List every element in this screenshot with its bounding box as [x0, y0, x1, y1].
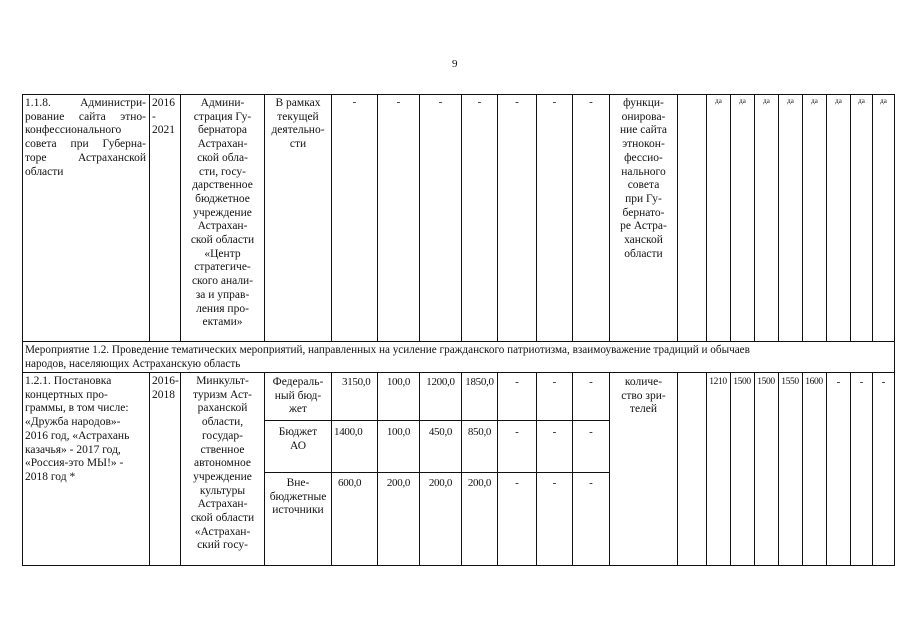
column-line [778, 372, 779, 565]
text-line: ханской [624, 234, 663, 247]
row-separator [22, 341, 894, 342]
column-line [754, 94, 755, 341]
text-line: Мероприятие 1.2. Проведение тематических мероприятий, направленных на усиление гражданского патриотизма, взаимоуважение традиций и обычаев [25, 344, 750, 356]
target-value: 1500 [757, 377, 775, 387]
amount-year: 200,0 [386, 477, 411, 489]
amount-year: 200,0 [467, 477, 492, 489]
amount-year: 850,0 [467, 426, 492, 438]
event-heading [25, 344, 891, 371]
text-line: области [25, 165, 64, 178]
years-cell [152, 375, 180, 402]
activity-name-cell [25, 375, 149, 485]
text-line: раханской [197, 402, 248, 415]
text-line: конфессионального [25, 124, 122, 137]
text-line: Админи- [200, 97, 245, 109]
text-line: народов, населяющих Астраханскую область [25, 357, 241, 370]
target-value: - [859, 376, 864, 388]
text-line: совета при Губерна- [25, 138, 146, 151]
text-line: жет [289, 403, 307, 416]
text-line: дарственное [192, 179, 253, 192]
text-line: культуры [199, 484, 246, 497]
text-line: ский госу- [197, 539, 248, 552]
text-line: туризм Аст- [192, 388, 253, 401]
funding-source-label [265, 376, 331, 417]
target-value: да [739, 97, 746, 105]
amount-year: - [515, 376, 519, 388]
text-line: нального [621, 165, 666, 178]
amount-total: - [352, 96, 357, 108]
text-line: деятельно- [271, 124, 325, 137]
column-line [331, 372, 332, 565]
row-separator [22, 372, 894, 373]
column-line [149, 372, 150, 565]
text-line: 2021 [152, 124, 175, 137]
indicator-cell [610, 97, 677, 261]
text-line: «Астрахан- [194, 525, 251, 538]
column-line [850, 372, 851, 565]
text-line: концертных про- [25, 388, 108, 401]
target-value: 1600 [805, 377, 823, 387]
table-left-border [22, 94, 23, 566]
text-line: области [624, 247, 663, 260]
column-line [149, 94, 150, 341]
column-line [754, 372, 755, 565]
amount-year: - [552, 426, 557, 438]
text-line: ской области [190, 234, 255, 247]
table-right-border [894, 94, 895, 566]
target-value: 1210 [709, 377, 727, 387]
target-value: да [787, 97, 794, 105]
column-line [497, 94, 498, 341]
column-line [706, 372, 707, 565]
column-line [730, 372, 731, 565]
target-value: да [763, 97, 770, 105]
funding-source-label [265, 426, 331, 453]
text-line: стратегиче- [194, 261, 251, 274]
source-separator [264, 472, 609, 473]
column-line [826, 372, 827, 565]
amount-total: 1400,0 [334, 426, 363, 438]
amount-year: - [515, 96, 519, 108]
amount-year: - [515, 477, 519, 489]
text-line: ской области [190, 512, 255, 525]
text-line: фессио- [624, 151, 663, 164]
target-value: 1500 [733, 377, 751, 387]
text-line: Минкульт- [196, 375, 249, 387]
funding-source-label [265, 477, 331, 518]
amount-year: 100,0 [386, 426, 411, 438]
text-line: 1.1.8. Администри- [25, 97, 146, 109]
text-line: онирова- [621, 110, 666, 123]
text-line: учреждение [193, 206, 252, 219]
amount-year: - [438, 96, 443, 108]
amount-year: 200,0 [428, 477, 453, 489]
text-line: телей [629, 403, 658, 416]
column-line [826, 94, 827, 341]
column-line [850, 94, 851, 341]
text-line: при Гу- [625, 192, 662, 205]
text-line: В рамках [275, 97, 321, 109]
text-line: сти, госу- [198, 165, 247, 178]
amount-year: - [515, 426, 519, 438]
text-line: Астрахан- [197, 138, 248, 151]
column-line [872, 372, 873, 565]
column-line [706, 94, 707, 341]
text-line: казачья» - 2017 год, [25, 443, 121, 456]
text-line: ственное [200, 443, 245, 456]
table-top-border [22, 94, 894, 95]
amount-year: 100,0 [386, 376, 411, 388]
text-line: страция Гу- [193, 110, 252, 123]
text-line: бернато- [622, 206, 665, 219]
column-line [536, 372, 537, 565]
years-cell [152, 97, 180, 138]
text-line: Вне- [286, 477, 310, 489]
text-line: 2016 год, «Астрахань [25, 429, 130, 442]
amount-year: 450,0 [428, 426, 453, 438]
text-line: бюджетные [269, 490, 327, 503]
executor-cell [181, 375, 264, 553]
text-line: 2018 год * [25, 470, 76, 483]
column-line [872, 94, 873, 341]
amount-year: - [552, 96, 557, 108]
column-line [677, 372, 678, 565]
text-line: текущей [277, 110, 319, 123]
text-line: ления про- [196, 302, 249, 315]
source-separator [264, 420, 609, 421]
target-value: да [858, 97, 865, 105]
column-line [572, 372, 573, 565]
amount-year: - [396, 96, 401, 108]
text-line: совета [627, 179, 660, 192]
text-line: ный бюд- [274, 389, 322, 402]
column-line [331, 94, 332, 341]
amount-year: - [589, 96, 593, 108]
text-line: Бюджет [278, 426, 318, 438]
amount-year: - [552, 376, 557, 388]
column-line [497, 372, 498, 565]
table-bottom-border [22, 565, 894, 566]
text-line: ектами» [202, 316, 243, 329]
target-value: - [881, 376, 886, 388]
target-value: да [880, 97, 887, 105]
executor-cell [181, 97, 264, 330]
column-line [802, 372, 803, 565]
text-line: 2018 [152, 388, 175, 401]
amount-year: - [589, 426, 593, 438]
target-value: да [715, 97, 722, 105]
text-line: Астрахан- [197, 220, 248, 233]
target-value: да [835, 97, 842, 105]
text-line: «Россия-это МЫ!» - [25, 457, 124, 470]
column-line [377, 372, 378, 565]
text-line: этнокон- [622, 138, 665, 151]
text-line: за и управ- [195, 288, 250, 301]
page-number: 9 [452, 58, 458, 70]
target-value: - [836, 376, 841, 388]
text-line: Астрахан- [197, 498, 248, 511]
text-line: количе- [624, 376, 663, 388]
column-line [730, 94, 731, 341]
text-line: сти [289, 138, 307, 151]
amount-total: 600,0 [338, 477, 362, 489]
amount-total: 3150,0 [342, 376, 371, 388]
amount-year: - [589, 376, 593, 388]
text-line: «Центр [204, 247, 241, 260]
text-line: ство зри- [621, 389, 666, 402]
text-line: источники [272, 504, 324, 517]
text-line: учреждение [193, 470, 252, 483]
amount-year: - [477, 96, 482, 108]
text-line: бернатора [198, 124, 247, 137]
text-line: - [152, 110, 156, 123]
column-line [677, 94, 678, 341]
text-line: рование сайта этно- [25, 110, 146, 123]
column-line [461, 94, 462, 341]
text-line: государ- [202, 429, 243, 442]
column-line [778, 94, 779, 341]
column-line [461, 372, 462, 565]
text-line: области, [201, 416, 244, 429]
text-line: 1.2.1. Постановка [25, 375, 112, 387]
text-line: «Дружба народов»- [25, 416, 121, 429]
text-line: граммы, в том числе: [25, 402, 129, 415]
amount-year: - [589, 477, 593, 489]
column-line [377, 94, 378, 341]
amount-year: 1850,0 [465, 376, 494, 388]
funding-source-cell [265, 97, 331, 152]
column-line [536, 94, 537, 341]
activity-name-cell [25, 97, 146, 179]
column-line [802, 94, 803, 341]
text-line: автономное [194, 457, 251, 470]
amount-year: 1200,0 [426, 376, 455, 388]
text-line: 2016 [152, 97, 175, 109]
amount-year: - [552, 477, 557, 489]
text-line: ского анали- [191, 275, 254, 288]
column-line [419, 94, 420, 341]
text-line: АО [289, 439, 307, 452]
column-line [419, 372, 420, 565]
text-line: бюджетное [195, 192, 250, 205]
indicator-cell [610, 376, 677, 417]
text-line: ние сайта [619, 124, 668, 137]
column-line [572, 94, 573, 341]
text-line: функци- [623, 97, 664, 109]
text-line: торе Астраханской [25, 151, 146, 164]
text-line: Федераль- [272, 376, 324, 388]
text-line: ре Астра- [620, 220, 667, 233]
target-value: да [811, 97, 818, 105]
text-line: 2016- [152, 375, 179, 387]
text-line: ской обла- [197, 151, 248, 164]
target-value: 1550 [781, 377, 799, 387]
